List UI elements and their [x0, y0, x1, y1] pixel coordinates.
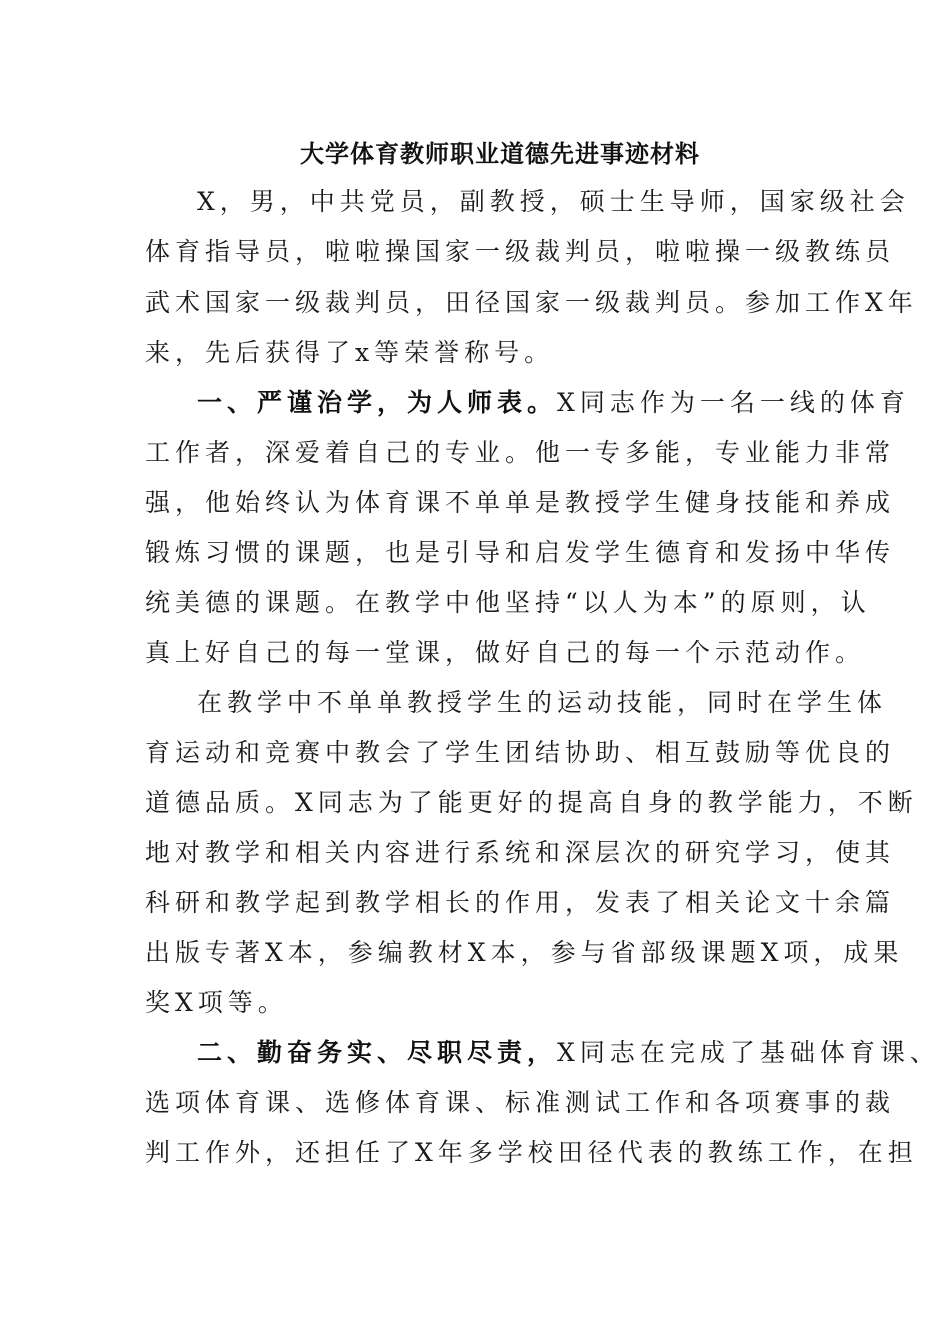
line-text: 道德品质。X同志为了能更好的提高自身的教学能力，不断: [145, 788, 918, 817]
line-text: 体育指导员，啦啦操国家一级裁判员，啦啦操一级教练员: [145, 237, 896, 266]
paragraph-line: [145, 286, 918, 320]
section-heading: 二、勤奋务实、尽职尽责，: [197, 1038, 558, 1067]
document-title: 大学体育教师职业道德先进事迹材料: [300, 139, 700, 168]
paragraph-line: [145, 486, 895, 520]
paragraph-line: [145, 536, 895, 570]
paragraph-line: [145, 586, 871, 620]
paragraph-line: [145, 436, 895, 470]
line-text: 在教学中不单单教授学生的运动技能，同时在学生体: [197, 688, 888, 717]
line-text: X同志在完成了基础体育课、: [557, 1038, 940, 1067]
paragraph-line: [145, 886, 895, 920]
section-heading: 一、严谨治学，为人师表。: [197, 388, 558, 417]
paragraph-line: [197, 185, 910, 219]
section-heading-line: [197, 386, 910, 420]
line-text: X，男，中共党员，副教授，硕士生导师，国家级社会: [197, 187, 910, 216]
paragraph-line: [145, 836, 895, 870]
line-text: 选项体育课、选修体育课、标准测试工作和各项赛事的裁: [145, 1088, 896, 1117]
paragraph-line: [145, 786, 918, 820]
line-text: 锻炼习惯的课题，也是引导和启发学生德育和发扬中华传: [145, 538, 896, 567]
line-text: X同志作为一名一线的体育: [557, 388, 910, 417]
line-text: 育运动和竞赛中教会了学生团结协助、相互鼓励等优良的: [145, 738, 896, 767]
paragraph-line: [145, 636, 865, 670]
line-text: 真上好自己的每一堂课，做好自己的每一个示范动作。: [145, 638, 866, 667]
paragraph-line: [145, 936, 903, 970]
paragraph-line: [145, 736, 895, 770]
line-text: 地对教学和相关内容进行系统和深层次的研究学习，使其: [145, 838, 896, 867]
line-text: 出版专著X本，参编教材X本，参与省部级课题X项，成果: [145, 938, 904, 967]
paragraph-line: [145, 986, 288, 1020]
line-text: 来，先后获得了x等荣誉称号。: [145, 338, 555, 367]
line-text: 武术国家一级裁判员，田径国家一级裁判员。参加工作X年: [145, 288, 918, 317]
line-text: 判工作外，还担任了X年多学校田径代表的教练工作，在担: [145, 1138, 918, 1167]
line-text: 奖X项等。: [145, 988, 288, 1017]
paragraph-line: [145, 1086, 895, 1120]
line-text: 统美德的课题。在教学中他坚持“以人为本”的原则，认: [145, 588, 871, 617]
paragraph-line: [145, 235, 895, 269]
paragraph-line: [145, 1136, 918, 1170]
line-text: 科研和教学起到教学相长的作用，发表了相关论文十余篇: [145, 888, 896, 917]
line-text: 工作者，深爱着自己的专业。他一专多能，专业能力非常: [145, 438, 896, 467]
paragraph-line: [145, 336, 554, 370]
section-heading-line: [197, 1036, 940, 1070]
line-text: 强，他始终认为体育课不单单是教授学生健身技能和养成: [145, 488, 896, 517]
paragraph-line: [197, 686, 887, 720]
